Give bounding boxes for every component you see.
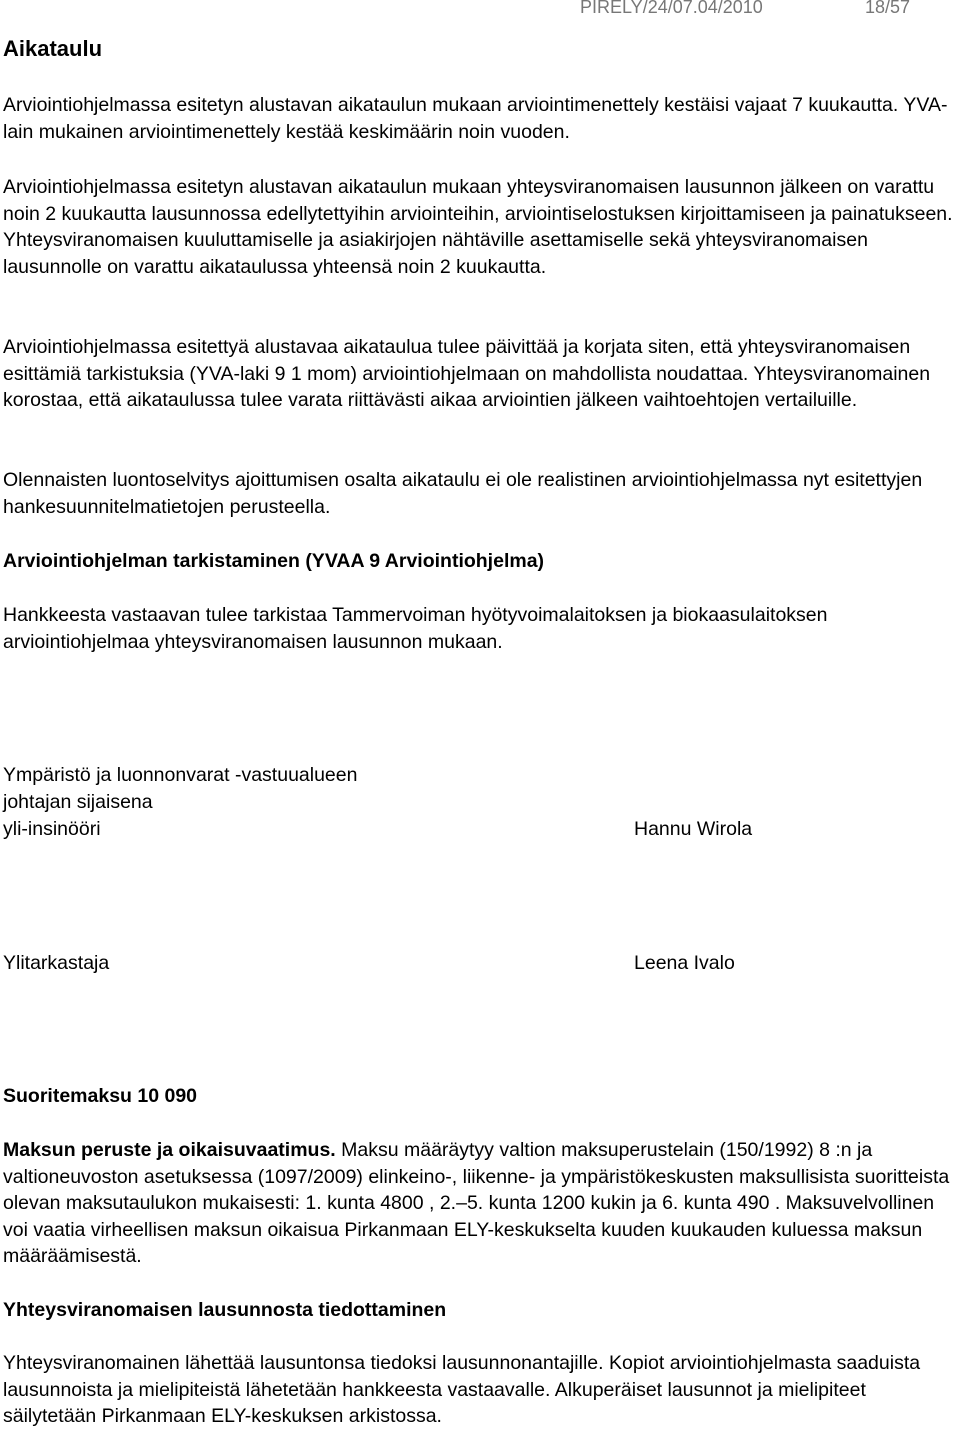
signer-2-title: Ylitarkastaja [3,952,110,974]
aikataulu-paragraph-4: Olennaisten luontoselvitys ajoittumisen osalta aikataulu ei ole realistinen arviointiohjelmassa nyt esitettyjen hankesuunnitelmatietojen perusteella. [3,469,923,518]
tarkistaminen-paragraph: Hankkeesta vastaavan tulee tarkistaa Tammervoiman hyötyvoimalaitoksen ja biokaasulaitoksen arviointiohjelmaa yhteysviranomaisen lausunnon mukaan. [3,604,828,653]
aikataulu-paragraph-1: Arviointiohjelmassa esitetyn alustavan aikataulun mukaan arviointimenettely kestäisi vajaat 7 kuukautta. YVA-lain mukainen arviointimenettely kestää keskimäärin noin vuoden. [3,94,948,143]
document-reference: PIRELY/24/07.04/2010 [580,0,763,17]
section-title-aikataulu: Aikataulu [3,36,103,61]
signer-1-title-line-1: Ympäristö ja luonnonvarat -vastuualueen [3,764,358,786]
suoritemaksu-paragraph [3,1137,955,1270]
signer-2-name: Leena Ivalo [634,952,735,974]
maksun-peruste-label: Maksun peruste ja oikaisuvaatimus. [3,1139,336,1161]
suoritemaksu-heading: Suoritemaksu 10 090 [3,1085,198,1107]
aikataulu-paragraph-2: Arviointiohjelmassa esitetyn alustavan aikataulun mukaan yhteysviranomaisen lausunnon jälkeen on varattu noin 2 kuukautta lausunnossa edellytettyihin arviointeihin, arviointiselostuksen kirjoittamiseen ja painatukseen. Yhteysviranomaisen kuuluttamiselle ja asiakirjojen nähtäville asettamiselle sekä yhteysviranomaisen lausunnolle on varattu aikataulussa yhteensä noin 2 kuukautta. [3,176,953,278]
page-number: 18/57 [865,0,911,17]
signer-1-title-line-2: johtajan sijaisena [3,791,153,813]
tiedottaminen-heading: Yhteysviranomaisen lausunnosta tiedottaminen [3,1299,447,1321]
signer-1-title-line-3: yli-insinööri [3,818,101,840]
signer-1-name: Hannu Wirola [634,818,753,840]
tiedottaminen-paragraph: Yhteysviranomainen lähettää lausuntonsa tiedoksi lausunnonantajille. Kopiot arviointiohjelmasta saaduista lausunnoista ja mielipiteistä lähetetään hankkeesta vastaavalle. Alkuperäiset lausunnot ja mielipiteet säilytetään Pirkanmaan ELY-keskuksen arkistossa. [3,1352,921,1427]
maksun-peruste-text: Maksu määräytyy valtion maksuperustelain (150/1992) 8 :n ja valtioneuvoston asetuksessa (1097/2009) elinkeino-, liikenne- ja ympäristökeskusten maksullisista suoritteista olevan maksutaulukon mukaisesti: 1. kunta 4800 , 2.–5. kunta 1200 kukin ja 6. kunta 490 . Maksuvelvollinen voi vaatia virheellisen maksun oikaisua Pirkanmaan ELY-keskukselta kuuden kuukauden kuluessa maksun määräämisestä. [3,1139,950,1267]
tarkistaminen-heading: Arviointiohjelman tarkistaminen (YVAA 9 Arviointiohjelma) [3,550,545,572]
aikataulu-paragraph-3: Arviointiohjelmassa esitettyä alustavaa aikataulua tulee päivittää ja korjata siten, että yhteysviranomaisen esittämiä tarkistuksia (YVA-laki 9 1 mom) arviointiohjelmaan on mahdollista noudattaa. Yhteysviranomainen korostaa, että aikataulussa tulee varata riittävästi aikaa arviointien jälkeen vaihtoehtojen vertailuille. [3,336,931,411]
